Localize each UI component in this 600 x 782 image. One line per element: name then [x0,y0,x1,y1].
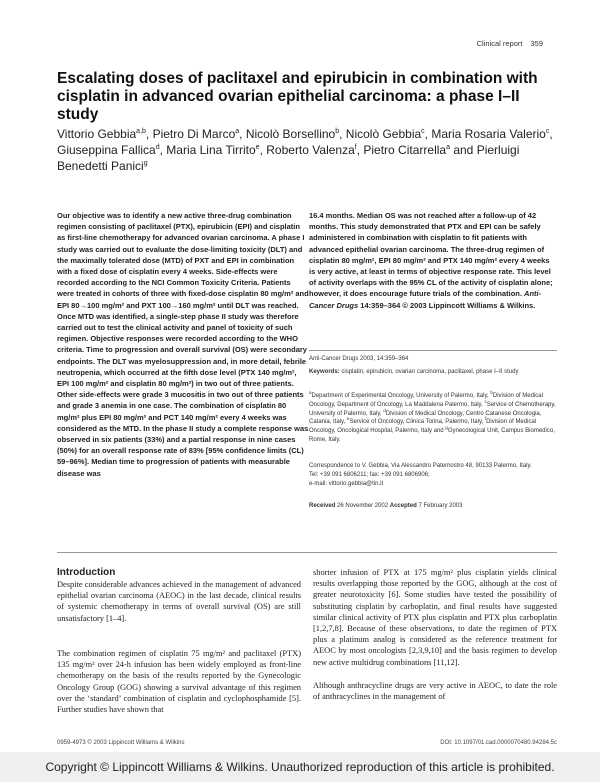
author-affiliation-mark: e [255,144,260,151]
citation-journal: Anti-Cancer Drugs [309,289,542,310]
author-affiliation-mark: c [545,128,550,135]
intro-paragraph-3: shorter infusion of PTX at 175 mg/m² plus cisplatin yields clinical results overlapping those reported by the GOG, although at the cost of greater neurotoxicity [6]. Some studies have tested the possibility of substituting cisplatin by carboplatin, and final results have suggested similar clinical activity of PTX plus cisplatin and PTX plus carboplatin [1,2,7,8]. Because of these observations, to date the regimen of PTX plus a platinum analog is considered as the reference treatment for AEOC by most oncologists [2,3,9,10] and the basis regimen to develop new active multidrug combinations [11,12]. [313,568,557,667]
author: Pietro Di Marco [152,127,236,141]
divider [309,350,557,351]
keywords-label: Keywords: [309,369,340,375]
journal-citation: Anti-Cancer Drugs 2003, 14:359–364 [309,356,409,362]
footer-doi: DOI: 10.1097/01.cad.0000070480.94284.5c [440,740,557,746]
affiliations: $^a$Department of Experimental Oncology, University of Palermo, Italy, $^b$Division of Medical Oncology, Department of Oncology, La Maddalena Palermo, Italy, $^c$Service of Chemotherapy, University of Palermo, Italy, $^d$Division of Medical Oncology, Centro Catanese Oncologia, Catania, Italy, $^e$Service of Oncology, Clinica Torina, Palermo, Italy, $^f$Division of Medical Oncology, Oncological Hospital, Palermo, Italy and $^g$Gynecological Unit, Campus Biomedico, Rome, Italy. [309,390,556,443]
author-affiliation-mark: a [446,144,450,151]
author: Nicolò Gebbia [345,127,422,141]
author-affiliation-mark: d [155,144,160,151]
keywords [309,368,549,376]
contact-phone-fax: Tel: +39 091 6806211; fax: +39 091 6806906; [309,471,430,478]
intro-paragraph-1: Despite considerable advances achieved in the management of advanced epithelial ovarian carcinoma (AEOC) in the last decade, clinical results of systemic chemotherapy in terms of overall survival (OS) are still unsatisfactory [1–4]. [57,580,301,623]
section-heading-introduction: Introduction [57,567,116,578]
affiliation: Division of Medical Oncology, Oncological Hospital, Palermo, Italy and [309,419,537,435]
intro-paragraph-2: The combination regimen of cisplatin 75 mg/m² and paclitaxel (PTX) 135 mg/m² over 24-h infusion has been widely employed as front-line chemotherapy on the basis of the results reported by the Gynecologic Oncology Group (GOG) showing a survival advantage of this regimen over the ‘standard’ combination of cisplatin and cyclophosphamide [5]. Further studies have shown that [57,649,301,715]
copyright-banner: Copyright © Lippincott Williams & Wilkins. Unauthorized reproduction of this article is prohibited. [0,752,600,782]
article-title: Escalating doses of paclitaxel and epirubicin in combination with cisplatin in advanced ovarian epithelial carcinoma: a phase I–II study [57,70,538,123]
abstract-column-1 [57,210,309,479]
author: Giuseppina Fallica [57,143,156,157]
running-header [477,39,543,48]
affiliation: Service of Chemotherapy, University of Palermo, Italy, [309,401,556,417]
author-affiliation-mark: f [354,144,357,151]
author-affiliation-mark: b [335,128,340,135]
author-affiliation-mark: g [143,160,148,167]
correspondence [309,462,559,488]
author-list: Vittorio Gebbia$^{a,b}$, Pietro Di Marco$^a$, Nicolò Borsellino$^b$, Nicolò Gebbia$^c$, Maria Rosaria Valerio$^c$, Giuseppina Fallica$^d$, Maria Lina Tirrito$^e$, Roberto Valenza$^f$, Pietro Citarrella$^a$ and Pierluigi Benedetti Panici$^g$ [57,127,553,173]
section-label: Clinical report [476,39,523,48]
affiliation: Division of Medical Oncology, Department of Oncology, La Maddalena Palermo, Italy, [309,393,543,408]
author: Nicolò Borsellino [245,127,336,141]
received-accepted: Received 26 November 2002 Accepted 7 February 2003 [309,503,463,509]
citation-details: 14:359–364 © 2003 Lippincott Williams & Wilkins. [358,300,536,310]
author-affiliation-mark: c [421,128,425,135]
author-affiliation-mark: a [235,128,240,135]
author: Pierluigi Benedetti Panici [57,143,520,173]
author: Vittorio Gebbia [57,127,137,141]
contact-email: e-mail: vittorio.gebbia@tin.it [309,480,384,487]
keywords-list: cisplatin, epirubicin, ovarian carcinoma, paclitaxel, phase I–II study [341,369,519,375]
footer-issn: 0959-4973 © 2003 Lippincott Williams & Wilkins [57,740,185,746]
abstract-column-2 [309,210,557,311]
correspondence-address: Correspondence to V. Gebbia, Via Alessandro Paternostro 48, 90133 Palermo, Italy. [309,463,532,469]
author: Roberto Valenza [266,143,355,157]
affiliation: Gynecological Unit, Campus Biomedico, Rome, Italy. [309,428,555,443]
affiliation: Department of Experimental Oncology, University of Palermo, Italy, [311,393,491,399]
affiliation: Division of Medical Oncology, Centro Catanese Oncologia, Catania, Italy, [309,410,542,426]
author: Pietro Citarrella [363,143,447,157]
page-number: 359 [530,39,543,48]
abstract-text-2: 16.4 months. Median OS was not reached after a follow-up of 42 months. This study demonstrated that PTX and EPI can be safely administered in combination with cisplatin to fit patients with advanced epithelial ovarian carcinoma. The three-drug regimen of cisplatin 80 mg/m², EPI 80 mg/m² and PTX 140 mg/m² every 4 weeks is very active, at least in terms of objective response rate. This level of activity overlaps with the 95% CL of the activity of cisplatin alone; however, it does encourage future trials of the combination. Anti-Cancer Drugs 14:359–364 © 2003 Lippincott Williams & Wilkins. [309,211,553,310]
author-affiliation-mark: a,b [136,128,146,135]
divider [57,552,557,553]
author: Maria Lina Tirrito [166,143,256,157]
abstract-text-1: Our objective was to identify a new active three-drug combination regimen consisting of paclitaxel (PTX), epirubicin (EPI) and cisplatin as first-line chemotherapy for advanced ovarian carcinoma. A phase I study was carried out to evaluate the dose-limiting toxicity (DLT) and the maximally tolerated dose (MTD) of PXT and EPI in combination with a fixed dose of cisplatin every 4 weeks. Side-effects were recorded according to the NCI Common Toxicity Criteria. Patients were treated in cohorts of three with fixed-dose cisplatin 80 mg/m² and EPI 80→100 mg/m² and PXT 100→160 mg/m² until DLT was reached. Once MTD was identified, a single-step phase II study was therefore carried out to test the clinical activity and panel of toxicity of such regimen. Objective responses were recorded according to the WHO criteria. Time to progression and overall survival (OS) were secondary endpoints. The DLT was myelosuppression and, in more detail, febrile neutropenia, which occurred at the fifth dose level (PTX 140 mg/m², EPI 100 mg/m² and cisplatin 80 mg/m²) in two out of three patients. Other side-effects were grade 3 mucositis in two out of three patients and grade 3 anemia in one case. The combination of cisplatin 80 mg/m² plus EPI 80 mg/m² and PCT 140 mg/m² every 4 weeks was considered as the MTD. In the phase II study a complete response was observed in six patients (33%) and a partial response in nine cases (50%) for an overall response rate of 83% [95% confidence limits (CL) 59–96%]. Median time to progression of patients with measurable disease was [57,211,309,478]
intro-paragraph-4: Although anthracycline drugs are very active in AEOC, to date the role of anthracyclines in the management of [313,681,557,702]
affiliation: Service of Oncology, Clinica Torina, Palermo, Italy, [349,419,485,426]
author: Maria Rosaria Valerio [431,127,546,141]
